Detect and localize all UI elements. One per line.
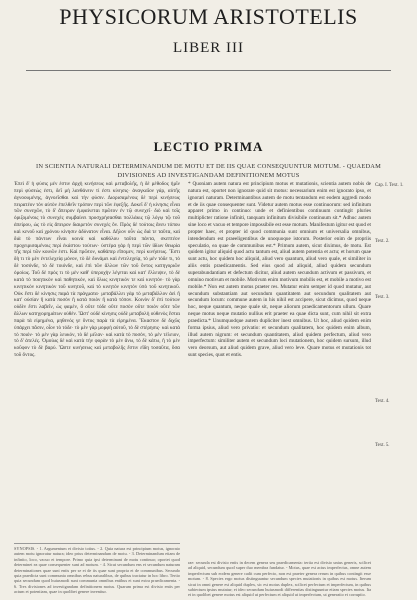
header-divider (26, 70, 391, 71)
lectio-subtitle: IN SCIENTIA NATURALI DETERMINANDUM DE MOTU ET DE IIS QUAE CONSEQUUNTUR MOTUM. - QUAEDAM DIVISIONES AD INVESTIGANDAM DEFINITIONEM MOTUS (36, 163, 381, 179)
greek-text: Ἐπεὶ δ' ἡ φύσις μέν ἐστιν ἀρχὴ κινήσεως καὶ μεταβολῆς, ἡ δὲ μέθοδος ἡμῖν περὶ φύσεώς ἐστι, δεῖ μὴ λανθάνειν τί ἐστι κίνησις· ἀναγκαῖον γάρ, αὐτῆς ἀγνοουμένης, ἀγνοεῖσθαι καὶ τὴν φύσιν. Διορισαμένοις δὲ περὶ κινήσεως πειρατέον τὸν αὐτὸν ἐπελθεῖν τρόπον περὶ τῶν ἐφεξῆς. Δοκεῖ δ' ἡ κίνησις εἶναι τῶν συνεχῶν, τὸ δ' ἄπειρον ἐμφαίνεται πρῶτον ἐν τῷ συνεχεῖ· διὸ καὶ τοῖς ὁριζομένοις τὸ συνεχὲς συμβαίνει προσχρήσασθαι πολλάκις τῷ λόγῳ τῷ τοῦ ἀπείρου, ὡς τὸ εἰς ἄπειρον διαιρετὸν συνεχὲς ὄν. Πρὸς δὲ τούτοις ἄνευ τόπου καὶ κενοῦ καὶ χρόνου κίνησιν ἀδύνατον εἶναι. Δῆλον οὖν ὡς διά τε ταῦτα, καὶ διὰ τὸ πάντων εἶναι κοινὰ καὶ καθόλου ταῦτα πάντα, σκεπτέον προχειρισαμένοις περὶ ἑκάστου τούτων· ὑστέρα γὰρ ἡ περὶ τῶν ἰδίων θεωρία τῆς περὶ τῶν κοινῶν ἐστι. Καὶ πρῶτον, καθάπερ εἴπομεν, περὶ κινήσεως. Ἔστι δὴ τι τὸ μὲν ἐντελεχείᾳ μόνον, τὸ δὲ δυνάμει καὶ ἐντελεχείᾳ, τὸ μὲν τόδε τι, τὸ δὲ τοσόνδε, τὸ δὲ τοιόνδε, καὶ ἐπὶ τῶν ἄλλων τῶν τοῦ ὄντος κατηγοριῶν ὁμοίως. Τοῦ δὲ πρός τι τὸ μὲν καθ' ὑπεροχὴν λέγεται καὶ κατ' ἔλλειψιν, τὸ δὲ κατὰ τὸ ποιητικὸν καὶ παθητικόν, καὶ ὅλως κινητικόν τε καὶ κινητόν· τὸ γὰρ κινητικὸν κινητικὸν τοῦ κινητοῦ, καὶ τὸ κινητὸν κινητὸν ὑπὸ τοῦ κινητικοῦ. Οὐκ ἔστι δὲ κίνησις παρὰ τὰ πράγματα· μεταβάλλει γὰρ τὸ μεταβάλλον ἀεὶ ἢ κατ' οὐσίαν ἢ κατὰ ποσὸν ἢ κατὰ ποιὸν ἢ κατὰ τόπον. Κοινὸν δ' ἐπὶ τούτων οὐδὲν ἔστι λαβεῖν, ὡς φαμέν, ὃ οὔτε τόδε οὔτε ποσὸν οὔτε ποιὸν οὔτε τῶν ἄλλων κατηγορημάτων οὐθέν. Ὥστ' οὐδὲ κίνησις οὐδὲ μεταβολὴ οὐθενὸς ἔσται παρὰ τὰ εἰρημένα, μηθενός γε ὄντος παρὰ τὰ εἰρημένα. Ἕκαστον δὲ διχῶς ὑπάρχει πᾶσιν, οἷον τὸ τόδε· τὸ μὲν γὰρ μορφὴ αὐτοῦ, τὸ δὲ στέρησις· καὶ κατὰ τὸ ποιόν· τὸ μὲν γὰρ λευκόν, τὸ δὲ μέλαν· καὶ κατὰ τὸ ποσόν, τὸ μὲν τέλειον, τὸ δ' ἀτελές. Ὁμοίως δὲ καὶ κατὰ τὴν φορὰν τὸ μὲν ἄνω, τὸ δὲ κάτω, ἢ τὸ μὲν κοῦφον τὸ δὲ βαρύ. Ὥστε κινήσεως καὶ μεταβολῆς ἔστιν εἴδη τοσαῦτα, ὅσα τοῦ ὄντος. (14, 181, 180, 359)
greek-text-column (14, 181, 180, 541)
margin-note: Text. 4. (375, 399, 390, 404)
latin-bottom-notes: rae: secunda est divisio entis in decem genera seu praedicamenta: tertia est divisio unius generis, scilicet ad aliquid, secundum quod super duo membra fundatur. - Motus, quae est actus imperfectus, omne autem imperfectum sub eodem genere cadit cum perfecto, non est praeter genera rerum in quibus contingit esse motum. - 8. Species ergo motus distinguuntur secundum species mutationis in quibus est motus. Iterum sicut in omni genere est aliquid duplex, sic est motus duplex, scilicet perfectum et imperfectum, in quibus subiectum ipsius mutatur; et ideo secundum huiusmodi differentias distinguuntur etiam species motus. Ita et in quolibet genere motus est aliquid ut perfectum et aliquid ut imperfectum, ut generatio et corruptio. (188, 560, 371, 598)
lectio-heading: LECTIO PRIMA (153, 139, 264, 154)
margin-note: Text. 5. (375, 443, 390, 448)
running-title: PHYSICORUM ARISTOTELIS (59, 4, 358, 29)
book-title: LIBER III (172, 40, 245, 56)
margin-note: Text. 3. (375, 295, 390, 300)
margin-note: Text. 2. (375, 239, 390, 244)
synopsis-footnotes: SYNOPSIS. - 1. Argumentum et divisio totius. - 2. Quia natura est principium motus, ignorato autem motu ignoratur natura; ideo prius determinandum de motu. - 3. Determinandum etiam de infinito, loco, vacuo et tempore. Primo quia ipsi determinant de motu continuo; oportet quod determinet ea quae consequenter sunt ad motum. - 4. Sicut secundum ens et secundum naturam determinationes quae sunt entis per se et de iis quae sunt propria et de communibus. Secundo quia praedicta sunt communia omnibus rebus naturalibus, de quibus tractatur in hoc libro. Tertio quia secundum quod huiusmodi sunt communia omnibus entibus et sunt extra praedicamenta. - 6. Tres divisiones ad investigandam definitionem motus. Quarum prima est divisio entis per actum et potentiam, quae in quolibet genere invenitur. (14, 546, 180, 595)
footnote-divider (14, 543, 180, 544)
margin-note: Cap. I. Text. 1. (375, 183, 404, 188)
latin-text: * Quoniam autem natura est principium motus et mutationis, scientia autem nobis de natura est, oportet non ignorare quid sit motus: necessarium enim est ignorato ipso, et ignorari naturam. Determinantibus autem de motu tentandum est eodem aggredi modo et de iis quae consequenter sunt. Videtur autem motus esse continuorum: sed infinitum apparet primo in continuo: unde et definientibus continuum contingit pluries multiplicter ratione infiniti, tanquam infinitum divisibile continuum sit.* Adhuc autem sine loco et vacuo et tempore impossibile est esse motum. Manifestum igitur est quod et propter haec, et propter id quod communia sunt omnium et universalia omnibus, intendendum est praeeligentibus de unoquoque istorum. Posterior enim de propriis speculatio, ea quae de communibus est.* Primum autem, sicut diximus, de motu. Est quidem igitur aliquid quod actu tantum est, aliud autem potentia et actu; et horum quae sunt actu, hoc quidem hoc aliquid, aliud vero quantum, aliud vero quale, et similiter in aliis entis praedicamentis. Sed eius quod ad aliquid, aliud quidem secundum superabundantiam et defectum dicitur, aliud autem secundum activum et passivum, et omnino motivum et mobile. Motivum enim motivum mobilis est, et mobile a motivo est mobile.* Non est autem motus praeter res. Mutatur enim semper id quod mutatur, aut secundum substantiam aut secundum quantitatem aut secundum qualitatem aut secundum locum: commune autem in his nihil est accipere, sicut dicimus, quod neque hoc, neque quantum, neque quale sit, neque aliorum praedicamentorum ullum. Quare neque motus neque mutatio nullius erit praeter ea quae dicta sunt, cum nihil sit extra praedicta.* Unumquodque autem dupliciter inest omnibus. Ut hoc, aliud quidem enim forma ipsius, aliud vero privatio: et secundum qualitatem, hoc quidem enim album, illud autem nigrum: et secundum quantitatem, aliud quidem perfectum, aliud vero imperfectum: similiter autem et secundum loci mutationem, hoc quidem sursum, illud vero deorsum, aut aliud quidem grave, aliud vero leve. Quare motus et mutationis tot sunt species, quot et entis. (188, 181, 371, 359)
latin-text-column (188, 181, 371, 559)
